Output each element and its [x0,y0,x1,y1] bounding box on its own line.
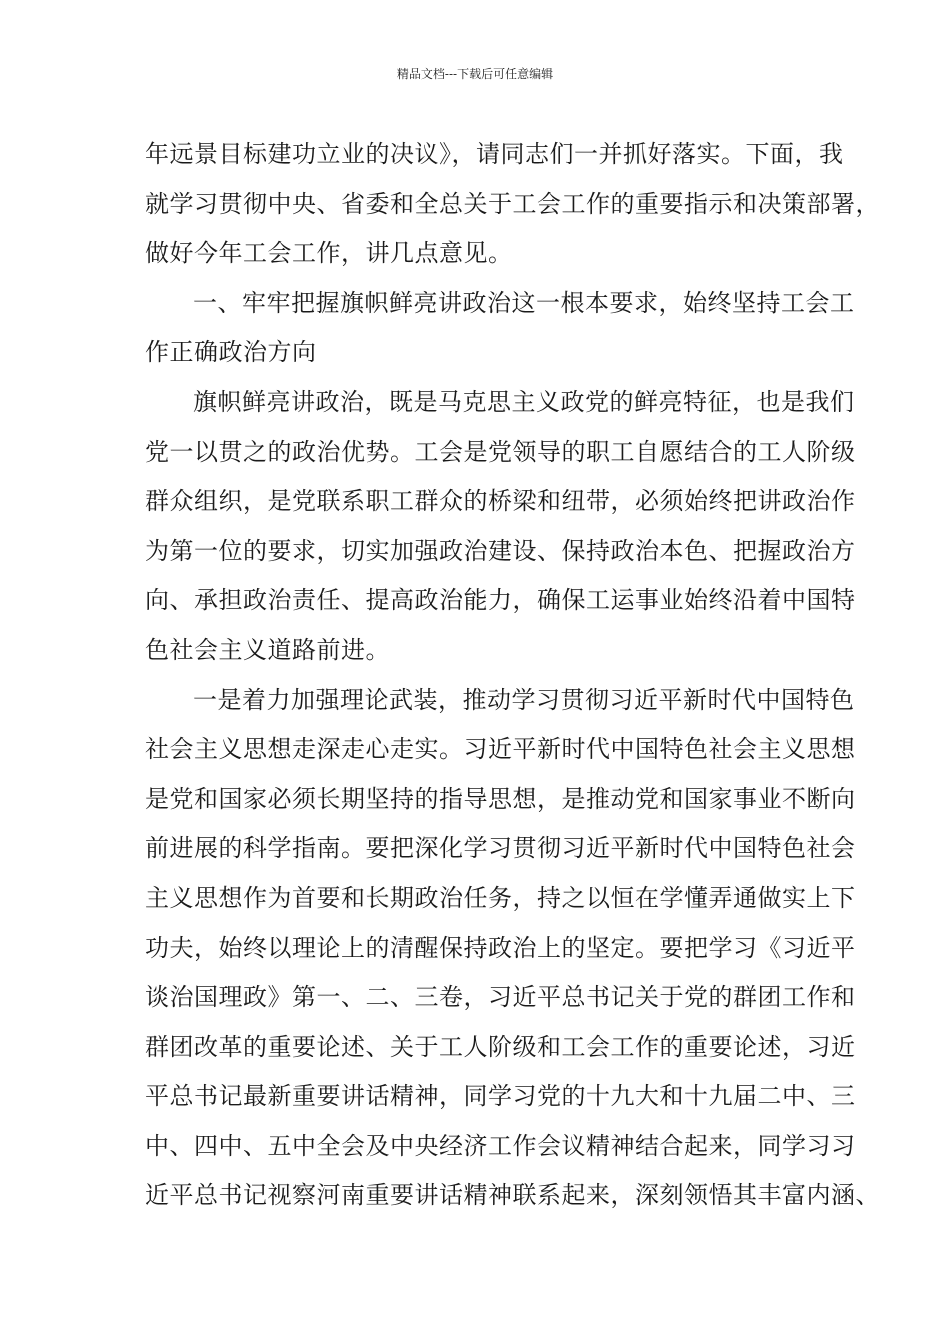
text-line: 党一以贯之的政治优势。工会是党领导的职工自愿结合的工人阶级 [145,437,856,466]
text-line: 就学习贯彻中央、省委和全总关于工会工作的重要指示和决策部署， [145,189,880,218]
text-line: 中、四中、五中全会及中央经济工作会议精神结合起来，同学习习 [145,1131,856,1160]
text-line: 色社会主义道路前进。 [145,635,390,664]
text-line: 年远景目标建功立业的决议》，请同志们一并抓好落实。下面，我 [145,140,844,168]
paragraph-start: 一是着力加强理论武装，推动学习贯彻习近平新时代中国特色 [193,685,855,714]
text-line: 为第一位的要求，切实加强政治建设、保持政治本色、把握政治方 [145,536,856,565]
text-line: 平总书记最新重要讲话精神，同学习党的十九大和十九届二中、三 [145,1082,856,1111]
section-heading: 一、牢牢把握旗帜鲜亮讲政治这一根本要求，始终坚持工会工 [193,288,855,317]
text-line: 群众组织，是党联系职工群众的桥梁和纽带，必须始终把讲政治作 [145,487,856,516]
paragraph-start: 旗帜鲜亮讲政治，既是马克思主义政党的鲜亮特征，也是我们 [193,387,855,416]
text-line: 社会主义思想走深走心走实。习近平新时代中国特色社会主义思想 [145,735,856,764]
text-line: 向、承担政治责任、提高政治能力，确保工运事业始终沿着中国特 [145,586,856,615]
document-body [145,130,880,1221]
text-line: 近平总书记视察河南重要讲话精神联系起来，深刻领悟其丰富内涵、 [145,1181,880,1210]
text-line: 功夫，始终以理论上的清醒保持政治上的坚定。要把学习《习近平 [145,933,856,962]
text-line: 谈治国理政》第一、二、三卷，习近平总书记关于党的群团工作和 [145,983,856,1012]
text-line: 前进展的科学指南。要把深化学习贯彻习近平新时代中国特色社会 [145,834,856,863]
page-header: 精品文档---下载后可任意编辑 [396,67,554,81]
text-line: 群团改革的重要论述、关于工人阶级和工会工作的重要论述，习近 [145,1032,856,1061]
text-line: 是党和国家必须长期坚持的指导思想，是推动党和国家事业不断向 [145,784,856,813]
text-line: 做好今年工会工作，讲几点意见。 [145,239,513,268]
section-heading-cont: 作正确政治方向 [145,338,317,367]
text-line: 主义思想作为首要和长期政治任务，持之以恒在学懂弄通做实上下 [145,883,856,912]
